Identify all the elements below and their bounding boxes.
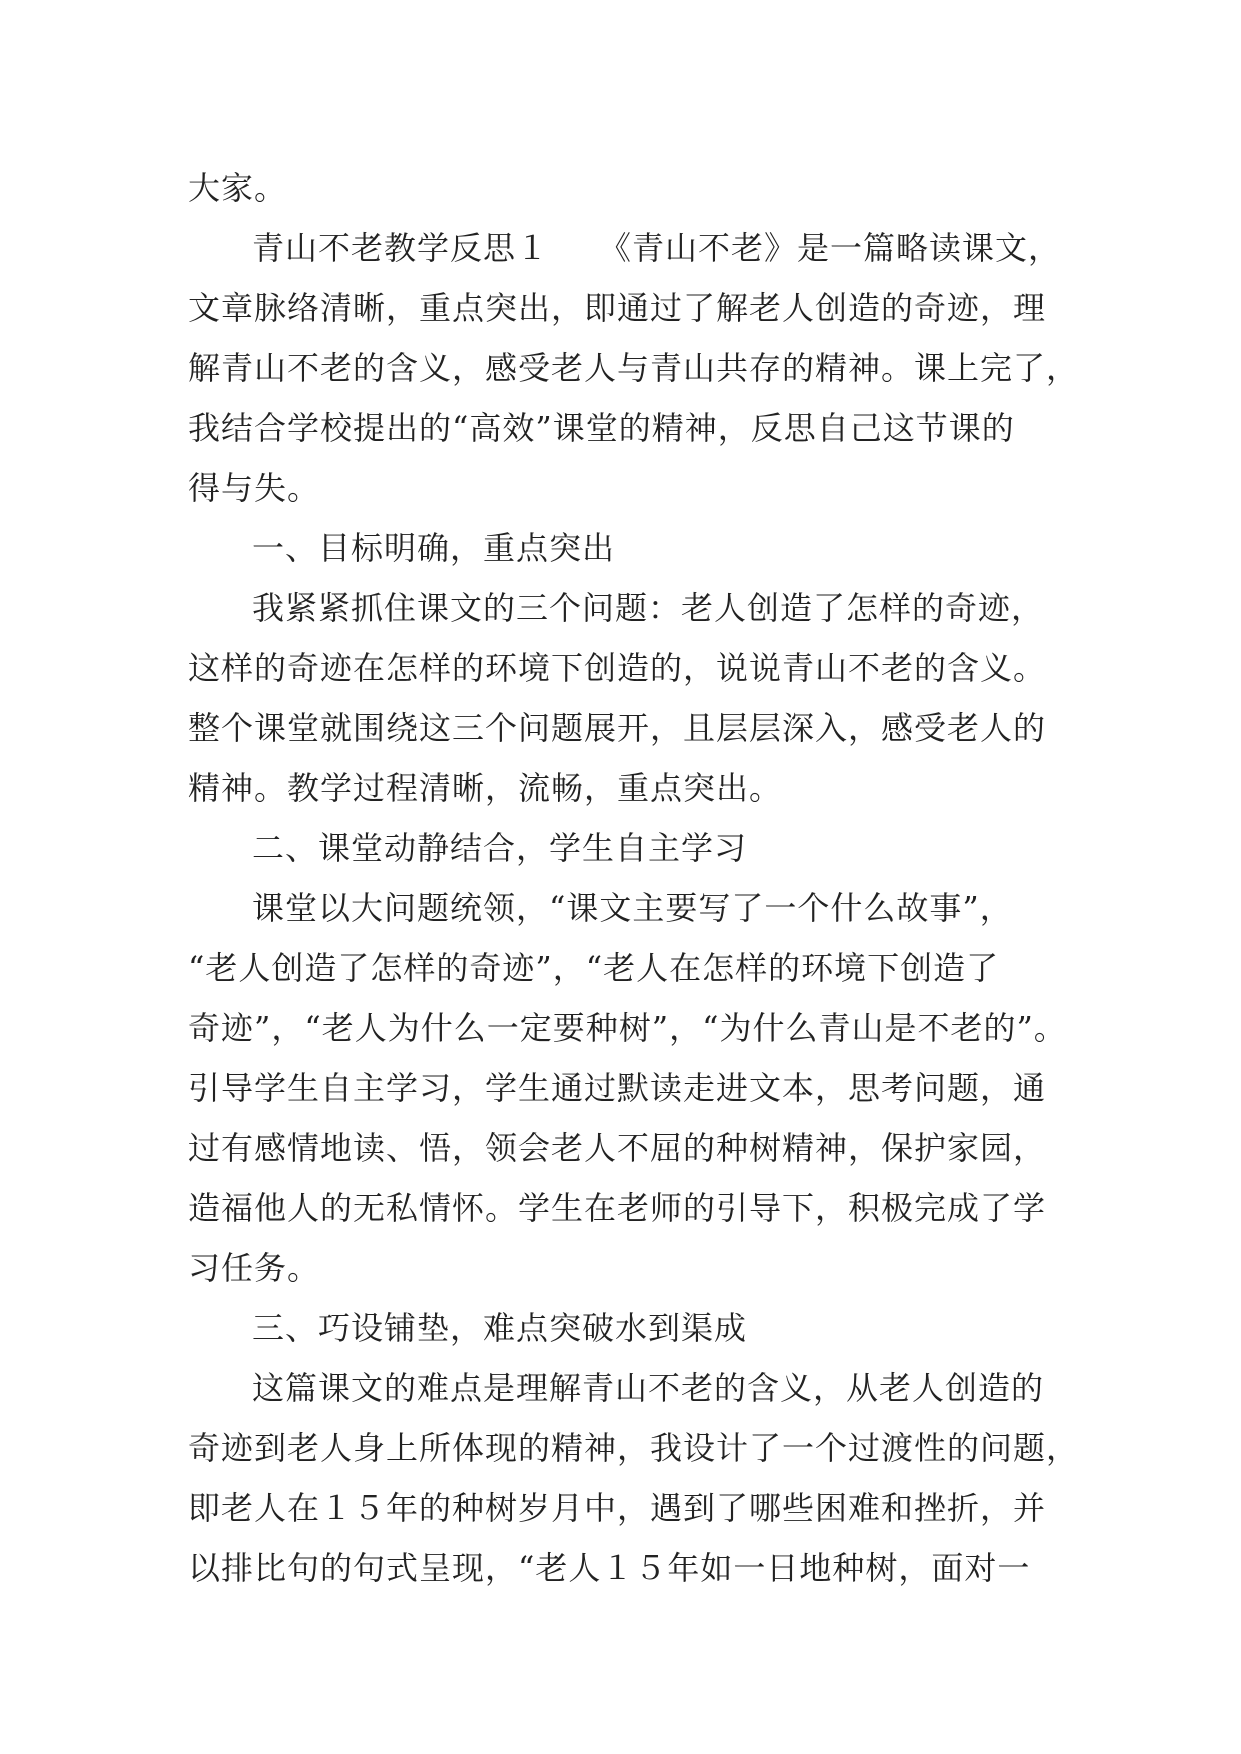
paragraph-start: 课堂以大问题统领，“课文主要写了一个什么故事”， bbox=[252, 889, 1013, 927]
text-line: 引导学生自主学习，学生通过默读走进文本，思考问题，通 bbox=[188, 1069, 1047, 1107]
section-heading-1: 一、目标明确，重点突出 bbox=[252, 529, 616, 567]
text-line: 文章脉络清晰，重点突出，即通过了解老人创造的奇迹，理 bbox=[188, 289, 1047, 327]
text-line: 习任务。 bbox=[188, 1249, 321, 1287]
document-body bbox=[188, 158, 1080, 1598]
text-line: 我结合学校提出的“高效”课堂的精神，反思自己这节课的 bbox=[188, 409, 1015, 447]
text-line: “老人创造了怎样的奇迹”，“老人在怎样的环境下创造了 bbox=[188, 949, 1000, 987]
text-line: 整个课堂就围绕这三个问题展开，且层层深入，感受老人的 bbox=[188, 709, 1047, 747]
text-line: 解青山不老的含义，感受老人与青山共存的精神。课上完了， bbox=[188, 349, 1080, 387]
text-line: 精神。教学过程清晰，流畅，重点突出。 bbox=[188, 769, 783, 807]
text-line: 这样的奇迹在怎样的环境下创造的，说说青山不老的含义。 bbox=[188, 649, 1047, 687]
text-line: 造福他人的无私情怀。学生在老师的引导下，积极完成了学 bbox=[188, 1189, 1047, 1227]
text-line: 以排比句的句式呈现，“老人１５年如一日地种树，面对一 bbox=[188, 1549, 1031, 1587]
paragraph-start: 我紧紧抓住课文的三个问题：老人创造了怎样的奇迹， bbox=[252, 589, 1045, 627]
paragraph-start: 青山不老教学反思１ 《青山不老》是一篇略读课文， bbox=[252, 229, 1062, 267]
text-line: 得与失。 bbox=[188, 469, 321, 507]
text-line: 奇迹”，“老人为什么一定要种树”，“为什么青山是不老的”。 bbox=[188, 1009, 1067, 1047]
section-heading-3: 三、巧设铺垫，难点突破水到渠成 bbox=[252, 1309, 748, 1347]
paragraph-start: 这篇课文的难点是理解青山不老的含义，从老人创造的 bbox=[252, 1369, 1045, 1407]
text-line: 奇迹到老人身上所体现的精神，我设计了一个过渡性的问题， bbox=[188, 1429, 1080, 1467]
text-line: 即老人在１５年的种树岁月中，遇到了哪些困难和挫折，并 bbox=[188, 1489, 1047, 1527]
section-heading-2: 二、课堂动静结合，学生自主学习 bbox=[252, 829, 748, 867]
text-line: 大家。 bbox=[188, 169, 288, 207]
text-line: 过有感情地读、悟，领会老人不屈的种树精神，保护家园， bbox=[188, 1129, 1047, 1167]
